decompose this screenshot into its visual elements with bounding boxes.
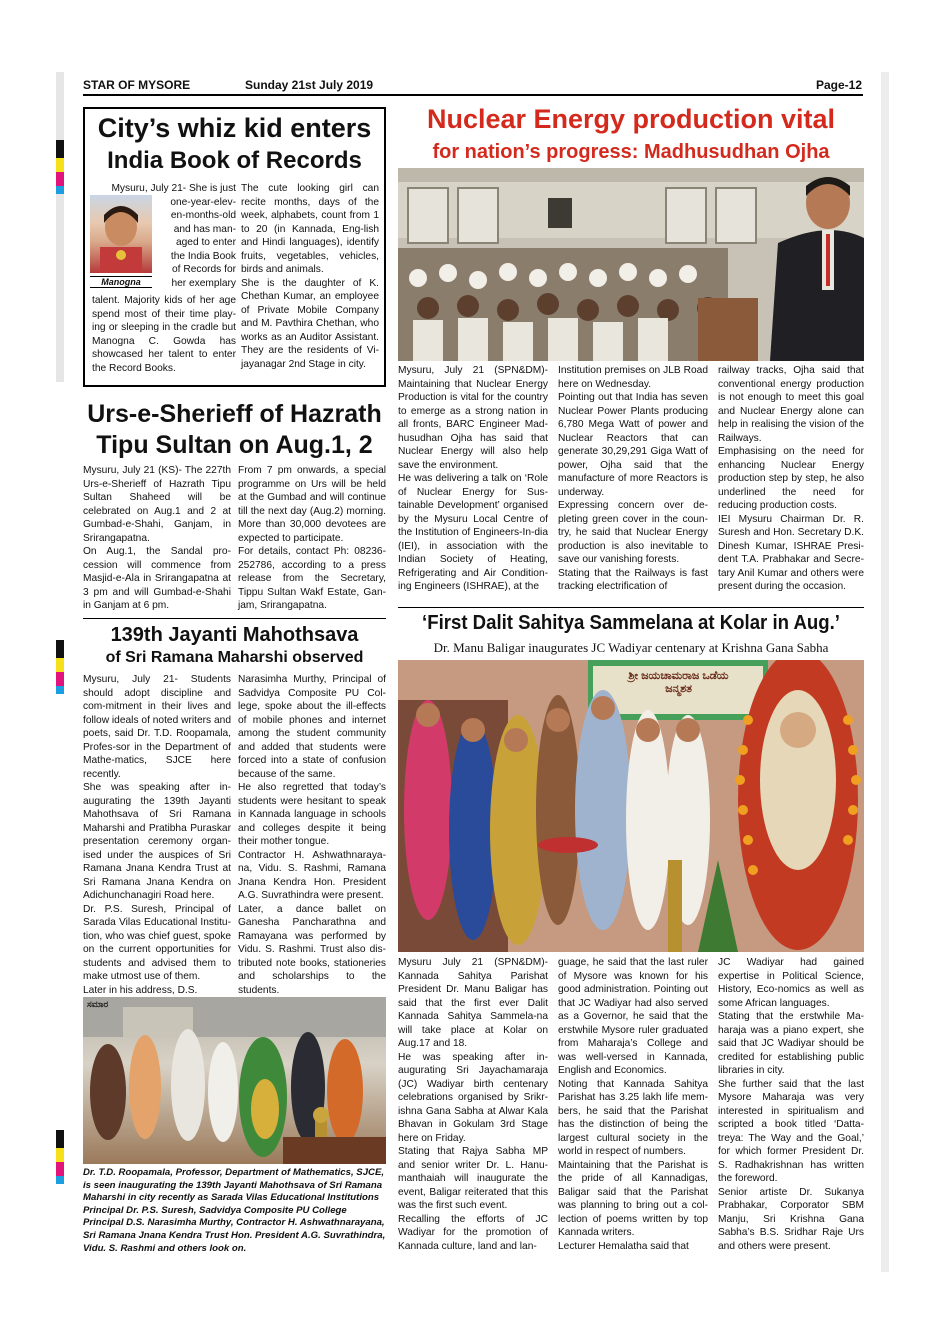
- story-jayanti-title-1: 139th Jayanti Mahothsava: [110, 624, 359, 646]
- story-whiz-kid-col1-top: Mysuru, July 21- She is just one-year-elev- en-months-old and has man- aged to enter the India Book of Records for her exemplary: [111, 183, 236, 289]
- divider-sahitya: [398, 607, 864, 608]
- wadiyar-centenary-scene-icon: [398, 660, 864, 952]
- story-nuclear-title-2: for nation’s progress: Madhusudhan Ojha: [432, 141, 830, 163]
- story-urs-col2: From 7 pm onwards, a special programme on Urs will be held at the Gumbad and will continue till the next day (Aug.2) morning. More than 30,000 devotees are expected to participate. For details, contact Ph: 08236-252786, according to a press release from the Secretary, Tippu Sultan Wakf Estate, Gan-jam, Srirangapatna.: [238, 465, 386, 611]
- manogna-caption: Manogna: [90, 276, 152, 288]
- jayanti-photo-caption: Dr. T.D. Roopamala, Professor, Department of Mathematics, SJCE, is seen inaugurating the 139th Jayanti Mahothsava of Sri Ramana Maharshi in city recently as Sarada Vilas Educational Institutions Principal Dr. P.S. Suresh, Sadvidya Composite PU College Principal D.S. Narasimha Murthy, Contractor H. Ashwathnarayana, Sri Ramana Jnana Kendra Trust Hon. President A.G. Suvrathindra, Vidu. S. Rashmi and others look on.: [83, 1167, 386, 1254]
- story-nuclear-col1: Mysuru, July 21 (SPN&DM)- Maintaining that Nuclear Energy Production is vital for the country to emerge as a strong nation in all fronts, BARC Engineer Mad-husudhan Ojha has said that Nuclear Energy will also help save the environment. He was delivering a talk on ‘Role of Nuclear Energy for Sus-tainable Development’ organised by the Mysuru Local Centre of the Institution of Engineers-In-dia (IEI), in association with the Indian Society of Heating, Refrigerating and Air Condition-ing Engineers (ISHRAE), at the: [398, 365, 548, 592]
- nuclear-photo: [398, 168, 864, 361]
- story-nuclear-col2: Institution premises on JLB Road here on Wednesday. Pointing out that India has seven Nuclear Power Plants producing 6,780 Mega Watt of power and Nuclear Reactors that can generate 30,29,291 Giga Watt of power, Ojha said that the manufacture of more Reactors is underway. Expressing concern over de-pleting green cover in the coun-try, he said that Nuclear Energy production is also inevitable to save our vanishing forests. Stating that the Railways is fast tracking electrification of: [558, 365, 708, 592]
- story-urs-title-2: Tipu Sultan on Aug.1, 2: [96, 431, 373, 459]
- story-jayanti-col2: Narasimha Murthy, Principal of Sadvidya Composite PU Col-lege, spoke about the ill-effects of mobile phones and internet among the student community and added that students were forced into a state of confusion because of the same. He also regretted that today’s students were hesitant to speak in Kannada language in schools and colleges despite it being their mother tongue. Contractor H. Ashwathnaraya-na, Vidu. S. Rashmi, Ramana Jnana Kendra Hon. President A.G. Suvrathindra were present. Later, a dance ballet on Ganesha Pancharathna and Ramayana was performed by Vidu. S. Rashmi. Trust also dis-tributed note books, stationeries and scholarships to the students.: [238, 674, 386, 996]
- divider-jayanti: [83, 618, 386, 619]
- story-sahitya-col3: JC Wadiyar had gained expertise in Political Science, History, Eco-nomics as well as some African languages. Stating that the erstwhile Ma-haraja was a piano expert, she said that JC Wadiyar should be credited for establishing public libraries in city. She further said that the last Mysore Maharaja was very interested in spiritualism and scripted a book titled ‘Datta-treya: The Way and the Goal,’ for which former President Dr. S. Radhakrishnan has written the foreword. Senior artiste Dr. Sukanya Prabhakar, Corporator SBM Manju, Sri Krishna Gana Sabha’s B.S. Sridhar Raje Urs and others were present.: [718, 957, 864, 1252]
- story-jayanti-col1: Mysuru, July 21- Students should adopt discipline and com-mitment in their lives and follow ideals of noted writers and poets, said Dr. T.D. Roopamala, Profes-sor in the Department of Mathe-matics, SJCE here recently. She was speaking after in-augurating the 139th Jayanti Mahothsava of Sri Ramana Maharshi and Pratibha Puraskar presentation ceremony organ-ised under the auspices of Sri Ramana Jnana Kendra Trust at Sri Ramana Jnana Kendra on Adichunchanagiri Road here. Dr. P.S. Suresh, Principal of Sarada Vilas Educational Institu-tion, who was chief guest, spoke on the current opportunities for students and advised them to make utmost use of them. Later in his address, D.S.: [83, 674, 231, 996]
- story-nuclear-title-1: Nuclear Energy production vital: [426, 104, 836, 134]
- story-urs-col1: Mysuru, July 21 (KS)- The 227th Urs-e-Sherieff of Hazrath Tipu Sultan Shaheed will be celebrated on Aug.1 and 2 at Gumbad-e-Shahi, Ganjam, in Srirangapatna. On Aug.1, the Sandal pro-cession will commence from Masjid-e-Ala in Srirangapatna at 3 pm and will Gumbad-e-Shahi in Ganjam at 6 pm.: [83, 465, 231, 611]
- masthead: STAR OF MYSORE: [83, 78, 191, 92]
- story-whiz-kid-col1-bottom: talent. Majority kids of her age spend most of their time play-ing or sleeping in the cradle but Manogna C. Gowda has showcased her talent to enter the Record Books.: [92, 295, 236, 374]
- story-urs-title-1: Urs-e-Sherieff of Hazrath: [87, 400, 382, 428]
- jayanti-photo-label: ಸಮಾರ: [87, 999, 109, 1009]
- page-number: Page-12: [816, 78, 863, 92]
- sahitya-photo: [398, 660, 864, 952]
- story-sahitya-subtitle: Dr. Manu Baligar inaugurates JC Wadiyar centenary at Krishna Gana Sabha: [433, 640, 829, 655]
- story-sahitya-col2: guage, he said that the last ruler of Mysore was known for his good administration. Pointing out that JC Wadiyar had also served as a Governor, he said that the erstwhile Mysore ruler graduated from Maharaja’s College and was well-versed in Kannada, English and Economics. Noting that Kannada Sahitya Parishat has 3.25 lakh life mem-bers, he said that the Parishat has the distinction of being the largest cultural society in the world in respect of numbers. Maintaining that the Parishat is the pride of all Kannadigas, Baligar said that the Parishat was planning to bring out a col-lection of poems written by top Kannada writers. Lecturer Hemalatha said that: [558, 957, 708, 1252]
- inauguration-scene-icon: [83, 997, 386, 1164]
- jayanti-photo: [83, 997, 386, 1164]
- sahitya-banner-text: ಶ್ರೀ ಜಯಚಾಮರಾಜ ಒಡೆಯ ಜನ್ಮಶತ: [628, 670, 729, 695]
- story-nuclear-col3: railway tracks, Ojha said that conventional energy production is not enough to meet this goal and Nuclear Energy alone can help in realising the vision of the Railways. Emphasising on the need for enhancing Nuclear Energy production step by step, he also underlined the need for reducing production costs. IEI Mysuru Chairman Dr. R. Suresh and Hon. Secretary D.K. Dinesh Kumar, ISHRAE Presi-dent T.A. Prabhakar and Secre-tary Anil Kumar and others were present during the occasion.: [718, 365, 864, 592]
- story-whiz-kid-col2: The cute looking girl can recite months, days of the week, alphabets, count from 1 to 20 (in Kannada, Eng-lish and Hindi languages), identify fruits, vegetables, vehicles, birds and animals. She is the daughter of K. Chethan Kumar, an employee of Private Mobile Company and M. Pavthira Chethan, who works as an Auditor Assistant. They are the residents of Vi-jayanagar 2nd Stage in city.: [241, 183, 379, 370]
- header-rule: [83, 94, 863, 96]
- story-sahitya-title: ‘First Dalit Sahitya Sammelana at Kolar in Aug.’: [422, 612, 840, 634]
- lecture-hall-scene-icon: [398, 168, 864, 361]
- story-jayanti-title-2: of Sri Ramana Maharshi observed: [105, 649, 364, 666]
- issue-date: Sunday 21st July 2019: [245, 78, 374, 92]
- story-whiz-kid-title-1: City’s whiz kid enters: [97, 113, 372, 143]
- story-sahitya-col1: Mysuru July 21 (SPN&DM)- Kannada Sahitya Parishat President Dr. Manu Baligar has said that the first ever Dalit Kannada Sahitya Sammela-na will take place at Kolar on Aug.17 and 18. He was speaking after in-augurating Sri Jayachamaraja (JC) Wadiyar birth centenary celebrations organised by Srikr-ishna Gana Sabha at Alwar Kala Bhavan in Gokulam 3rd Stage here on Friday. Stating that Rajya Sabha MP and senior writer Dr. L. Hanu-manthaiah will inaugurate the event, Baligar reiterated that this was the first such event. Recalling the efforts of JC Wadiyar for the promotion of Kannada culture, land and lan-: [398, 957, 548, 1252]
- story-whiz-kid-title-2: India Book of Records: [107, 147, 362, 174]
